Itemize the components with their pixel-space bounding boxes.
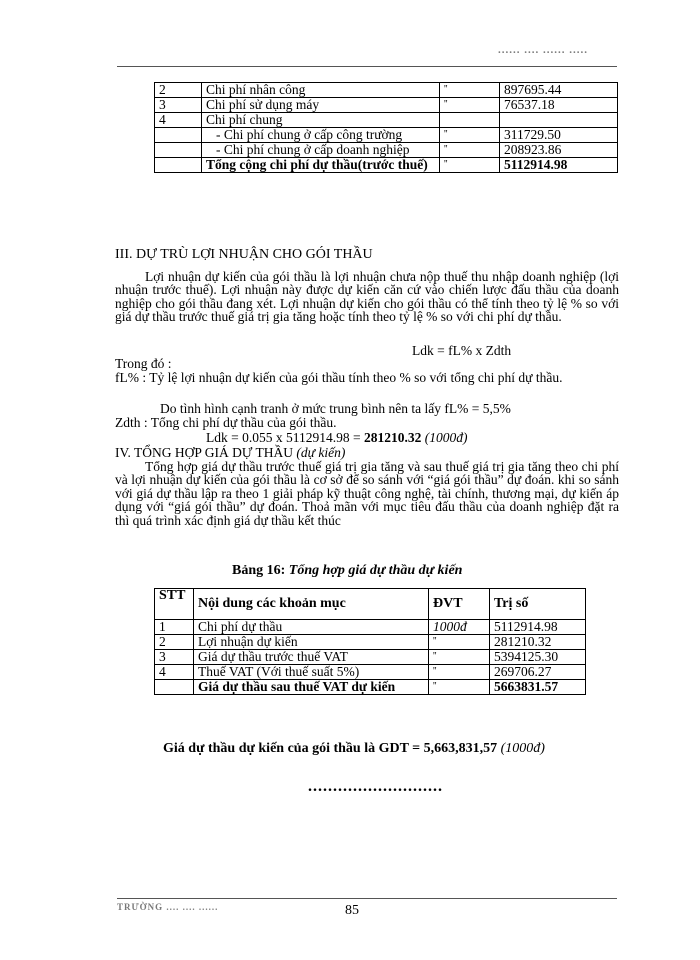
cell-stt [155, 143, 202, 158]
cell-unit: '' [429, 680, 490, 695]
cell-unit: '' [429, 650, 490, 665]
footer-rule [117, 898, 617, 899]
table-caption [232, 563, 462, 579]
conclusion [163, 741, 545, 757]
conclusion-unit: (1000đ) [500, 741, 545, 756]
summary-table [154, 588, 586, 695]
cell-unit: '' [440, 128, 500, 143]
cell-unit: '' [440, 158, 500, 173]
calculation [206, 431, 467, 445]
cell-item: Chi phí nhân công [202, 83, 440, 98]
cell-stt [155, 128, 202, 143]
cell-unit: '' [440, 143, 500, 158]
table-row [155, 98, 618, 113]
cell-unit: '' [429, 665, 490, 680]
z-definition: Zdth : Tổng chi phí dự thầu của gói thầu. [115, 415, 337, 430]
paragraph: Tổng hợp giá dự thầu trước thuế giá trị gia tăng và sau thuế giá trị gia tăng theo chi phí và lợi nhuận dự kiến của gói thầu là cơ sở để so sánh với “giá gói thầu” dự đoán. khi so sánh với giá dự thầu lập ra theo 1 giải pháp kỹ thuật công nghệ, tài chính, thương mại, dự kiến áp dụng với “giá gói thầu” dự đoán. Thoả mãn với mục tiêu đấu thầu của doanh nghiệp đặt ra thì quá trình xác định giá dự thầu kết thúc [115, 459, 619, 528]
cell-value: 897695.44 [500, 83, 618, 98]
calc-prefix: Ldk = 0.055 x 5112914.98 = [206, 430, 364, 445]
footer-text: TRƯỜNG .... .... ...... [117, 902, 219, 912]
cell-stt: 3 [155, 98, 202, 113]
table-row [155, 680, 586, 695]
table-row [155, 128, 618, 143]
cell-unit: '' [429, 635, 490, 650]
conclusion-text: Giá dự thầu dự kiến của gói thầu là GDT = 5,663,831,57 [163, 741, 501, 756]
table-row [155, 113, 618, 128]
header-rule [117, 66, 617, 67]
table-row [155, 143, 618, 158]
cell-item: Giá dự thầu sau thuế VAT dự kiến [194, 680, 429, 695]
cell-item: Chi phí chung [202, 113, 440, 128]
cell-stt: 2 [155, 83, 202, 98]
cell-unit: 1000đ [429, 620, 490, 635]
cell-stt: 3 [155, 650, 194, 665]
formula: Ldk = fL% x Zdth [412, 343, 512, 358]
calc-result: 281210.32 [363, 430, 422, 445]
cell-item: Giá dự thầu trước thuế VAT [194, 650, 429, 665]
cell-value: 208923.86 [500, 143, 618, 158]
cell-unit: '' [440, 98, 500, 113]
cell-item: Chi phí dự thầu [194, 620, 429, 635]
table-row [155, 620, 586, 635]
cell-stt [155, 680, 194, 695]
table-row [155, 650, 586, 665]
section-heading-text: IV. TỔNG HỢP GIÁ DỰ THẦU [115, 445, 297, 460]
f-definition: fL% : Tỷ lệ lợi nhuận dự kiến của gói thầu tính theo % so với tổng chi phí dự thầu. [115, 370, 563, 385]
cell-value: 5112914.98 [490, 620, 586, 635]
f-value: Do tình hình cạnh tranh ở mức trung bình nên ta lấy fL% = 5,5% [160, 401, 511, 416]
cell-item: Lợi nhuận dự kiến [194, 635, 429, 650]
paragraph: Lợi nhuận dự kiến của gói thầu là lợi nhuận chưa nộp thuế thu nhập doanh nghiệp (lợi nhuận trước thuế). Lợi nhuận này được dự kiến căn cứ vào chiến lược đấu thầu của doanh nghiệp cho gói thầu đang xét. Lợi nhuận dự kiến cho gói thầu có thể tính theo tỷ lệ % so với giá dự thầu trước thuế giá trị gia tăng hoặc tính theo tỷ lệ % so với chi phí dự thầu. [115, 269, 619, 325]
cell-item: Thuế VAT (Với thuế suất 5%) [194, 665, 429, 680]
header-value: Trị số [490, 589, 586, 620]
cell-value: 281210.32 [490, 635, 586, 650]
cell-value [500, 113, 618, 128]
cell-value: 76537.18 [500, 98, 618, 113]
table-row [155, 665, 586, 680]
table-row [155, 83, 618, 98]
cost-table [154, 82, 618, 173]
running-header: ...... .... ...... ..... [498, 44, 588, 56]
caption-title: Tổng hợp giá dự thầu dự kiến [288, 563, 463, 578]
cell-stt: 1 [155, 620, 194, 635]
section-heading: III. DỰ TRÙ LỢI NHUẬN CHO GÓI THẦU [115, 247, 373, 262]
cell-stt: 4 [155, 665, 194, 680]
cell-item: Chi phí sử dụng máy [202, 98, 440, 113]
calc-unit: (1000đ) [421, 430, 468, 445]
dotted-separator: ........................... [308, 778, 443, 795]
caption-prefix: Bảng 16: [232, 563, 289, 578]
section-heading-note: (dự kiến) [296, 445, 346, 460]
cell-item: Tổng cộng chi phí dự thầu(trước thuế) [202, 158, 440, 173]
table-row [155, 158, 618, 173]
table-header-row [155, 589, 586, 620]
header-stt: STT [155, 589, 194, 620]
cell-stt: 2 [155, 635, 194, 650]
table-row [155, 635, 586, 650]
cell-value: 269706.27 [490, 665, 586, 680]
cell-value: 5394125.30 [490, 650, 586, 665]
cell-value: 5112914.98 [500, 158, 618, 173]
cell-item: - Chi phí chung ở cấp công trường [202, 128, 440, 143]
page-number: 85 [345, 903, 359, 918]
header-item: Nội dung các khoản mục [194, 589, 429, 620]
cell-stt: 4 [155, 113, 202, 128]
trong-do-label: Trong đó : [115, 356, 172, 371]
cell-value: 311729.50 [500, 128, 618, 143]
cell-unit [440, 113, 500, 128]
cell-stt [155, 158, 202, 173]
cell-value: 5663831.57 [490, 680, 586, 695]
header-unit: ĐVT [429, 589, 490, 620]
cell-unit: '' [440, 83, 500, 98]
section-heading [115, 446, 345, 460]
cell-item: - Chi phí chung ở cấp doanh nghiệp [202, 143, 440, 158]
